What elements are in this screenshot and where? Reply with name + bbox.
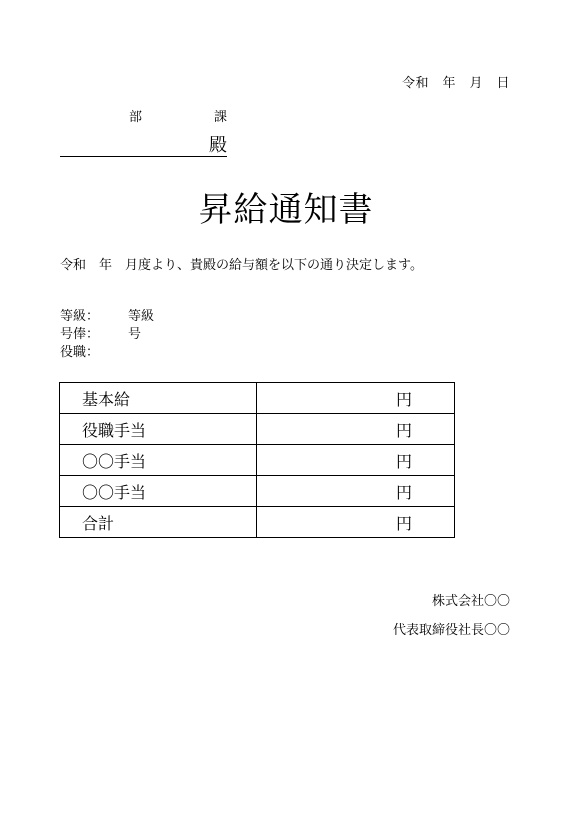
salary-item-amount: 円 [257,476,455,507]
salary-item-name: 〇〇手当 [60,445,257,476]
company-name: 株式会社〇〇 [431,594,510,609]
salary-item-name: 役職手当 [60,414,257,445]
step-value: 号 [128,327,142,342]
salary-total-label: 合計 [60,507,257,538]
grade-value: 等級 [128,309,155,324]
ceo-name: 代表取締役社長〇〇 [392,623,510,638]
table-row [60,507,455,538]
salary-item-amount: 円 [257,414,455,445]
salary-total-amount: 円 [257,507,455,538]
table-row [60,414,455,445]
salary-item-amount: 円 [257,445,455,476]
step-row [60,326,154,344]
salary-table [59,382,455,538]
salary-item-name: 基本給 [60,383,257,414]
grade-row [60,308,154,326]
grade-label: 等級： [60,309,100,324]
addressee-suffix: 殿 [209,135,227,156]
step-label: 号俸： [60,327,100,342]
salary-item-amount: 円 [257,383,455,414]
position-label: 役職： [60,345,100,360]
table-row [60,383,455,414]
intro-text: 令和 年 月度より、貴殿の給与額を以下の通り決定します。 [60,258,423,273]
position-row [60,344,154,362]
section-label: 課 [214,110,228,125]
salary-item-name: 〇〇手当 [60,476,257,507]
issue-date: 令和 年 月 日 [401,76,510,91]
table-row [60,476,455,507]
addressee-line [60,136,227,157]
table-row [60,445,455,476]
employee-info [60,308,154,362]
department-label: 部 [129,110,143,125]
document-title: 昇給通知書 [198,190,374,230]
